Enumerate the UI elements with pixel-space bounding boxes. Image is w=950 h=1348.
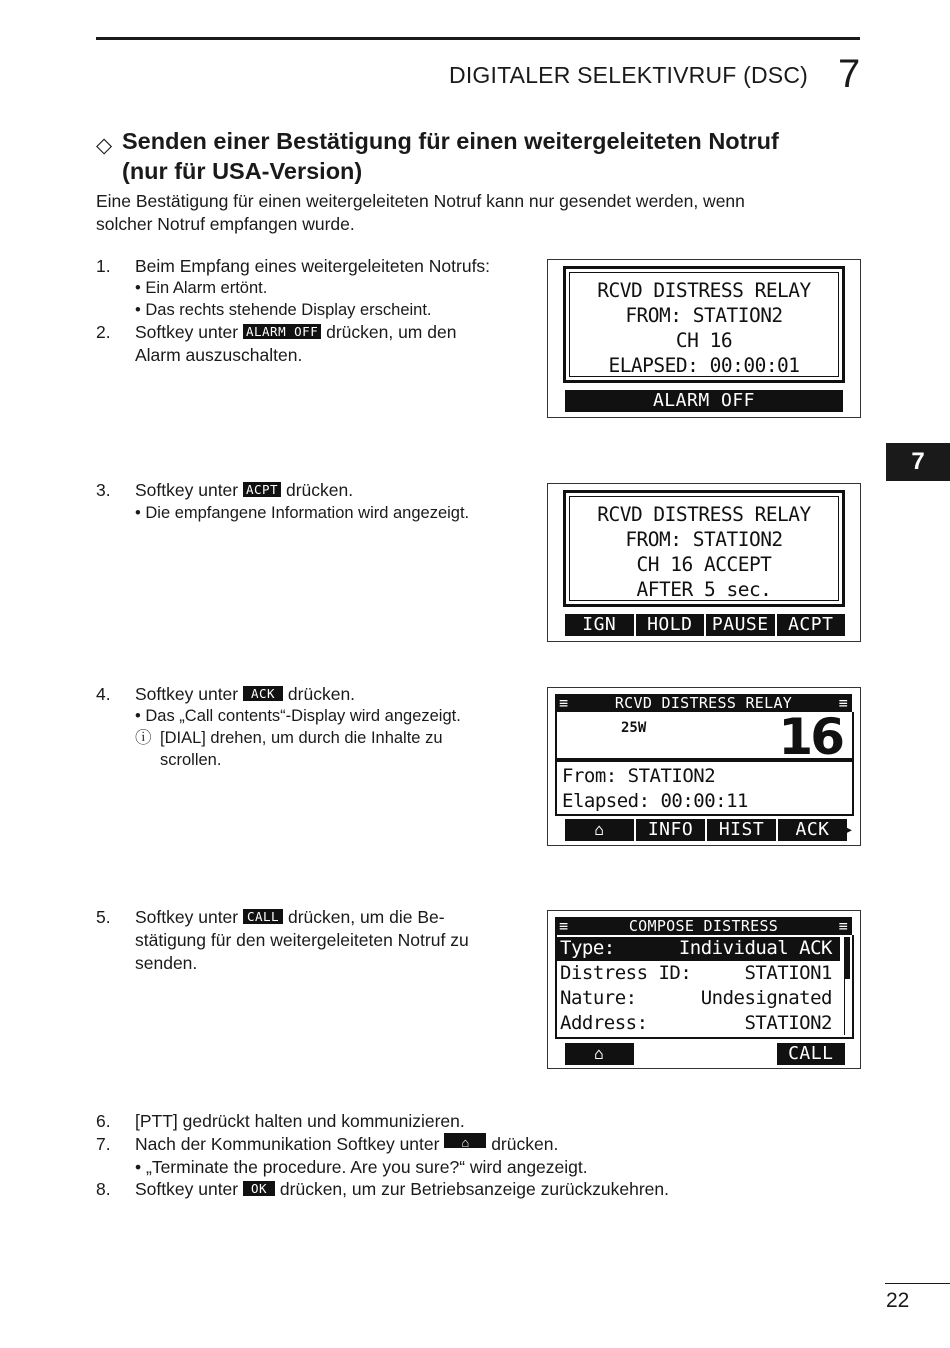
step-text: [PTT] gedrückt halten und kommunizieren. xyxy=(135,1111,465,1131)
row-value: Undesignated xyxy=(700,987,832,1009)
softkey-ack[interactable]: ACK xyxy=(778,819,847,841)
softkey-home-label xyxy=(444,1133,486,1148)
menu-icon: ≡ xyxy=(559,694,569,712)
softkey-home[interactable]: ⌂ xyxy=(565,1043,634,1065)
softkey-pause[interactable]: PAUSE xyxy=(706,614,775,636)
softkey-bar xyxy=(565,1043,845,1065)
step-text-part: drücken, um die Be- xyxy=(283,907,445,927)
lcd-frame xyxy=(563,266,845,383)
step-text xyxy=(135,1133,558,1156)
top-rule xyxy=(96,37,860,40)
lcd-info-box xyxy=(555,760,854,816)
lcd-channel-box xyxy=(555,708,854,766)
lcd-title-bar xyxy=(555,917,852,935)
lcd-line: AFTER 5 sec. xyxy=(636,578,772,601)
step-number: 3. xyxy=(96,480,111,500)
softkey-bar xyxy=(565,390,843,412)
step-text xyxy=(135,321,456,344)
info-icon: ⓘ xyxy=(135,729,152,747)
step-text xyxy=(135,1178,669,1201)
softkey-alarm-off[interactable]: ALARM OFF xyxy=(565,390,843,412)
intro-line1: Eine Bestätigung für einen weitergeleiteten Notruf kann nur gesendet werden, wenn xyxy=(96,191,745,211)
step-text-part: Softkey unter xyxy=(135,907,243,927)
step-subitem: • „Terminate the procedure. Are you sure?“ wird angezeigt. xyxy=(135,1157,588,1177)
row-label: Address: xyxy=(560,1012,648,1034)
softkey-alarm-off-label: ALARM OFF xyxy=(243,324,321,339)
softkey-call-label: CALL xyxy=(243,909,283,924)
row-value: STATION1 xyxy=(744,962,832,984)
lcd-line: FROM: STATION2 xyxy=(625,304,783,327)
softkey-home[interactable]: ⌂ xyxy=(565,819,634,841)
channel-number: 16 xyxy=(778,708,842,766)
lcd-line: RCVD DISTRESS RELAY xyxy=(597,279,811,302)
lcd-title: COMPOSE DISTRESS xyxy=(628,917,779,935)
step-text: Beim Empfang eines weitergeleiteten Notrufs: xyxy=(135,256,491,276)
scrollbar-track[interactable] xyxy=(844,937,850,1035)
step-number: 4. xyxy=(96,684,111,704)
footer-rule xyxy=(885,1283,950,1284)
lcd-line: CH 16 xyxy=(675,329,733,352)
step-number: 1. xyxy=(96,256,111,276)
step-text xyxy=(135,479,353,502)
chapter-number: 7 xyxy=(838,52,861,96)
lcd-line: FROM: STATION2 xyxy=(625,528,783,551)
softkey-bar xyxy=(565,819,847,841)
diamond-icon: ◇ xyxy=(96,134,113,157)
home-icon: ⌂ xyxy=(461,1135,470,1150)
step-text-part: Nach der Kommunikation Softkey unter xyxy=(135,1134,445,1154)
softkey-empty xyxy=(706,1043,775,1065)
row-value: STATION2 xyxy=(744,1012,832,1034)
lcd-line: CH 16 ACCEPT xyxy=(636,553,772,576)
lcd-display-accept xyxy=(547,483,861,642)
step-text xyxy=(135,906,445,929)
step-text-line2: Alarm auszuschalten. xyxy=(135,345,303,365)
step-text-part: Softkey unter xyxy=(135,684,243,704)
step-text-part: Softkey unter xyxy=(135,480,243,500)
chapter-side-tab: 7 xyxy=(886,443,950,481)
step-text-part: drücken. xyxy=(281,480,354,500)
lcd-elapsed: Elapsed: 00:00:11 xyxy=(562,790,748,812)
lcd-list-box xyxy=(555,935,854,1039)
menu-icon: ≡ xyxy=(559,917,569,935)
list-row[interactable] xyxy=(560,1011,840,1036)
lcd-line: RCVD DISTRESS RELAY xyxy=(597,503,811,526)
row-label: Distress ID: xyxy=(560,962,692,984)
lcd-from: From: STATION2 xyxy=(562,765,716,787)
lcd-frame-inner xyxy=(569,496,839,601)
softkey-empty xyxy=(636,1043,705,1065)
softkey-info[interactable]: INFO xyxy=(636,819,705,841)
step-number: 2. xyxy=(96,322,111,342)
softkey-acpt-label: ACPT xyxy=(243,482,281,497)
softkey-acpt[interactable]: ACPT xyxy=(777,614,846,636)
lcd-display-compose-distress xyxy=(547,910,861,1069)
step-text-part: drücken. xyxy=(486,1134,559,1154)
intro-paragraph xyxy=(96,190,836,236)
step-text-part: Softkey unter xyxy=(135,322,243,342)
softkey-ign[interactable]: IGN xyxy=(565,614,634,636)
lcd-line: ELAPSED: 00:00:01 xyxy=(608,354,800,377)
step-subitem: [DIAL] drehen, um durch die Inhalte zu xyxy=(160,729,443,747)
lcd-frame xyxy=(563,490,845,607)
step-number: 7. xyxy=(96,1134,111,1154)
lcd-display-call-contents xyxy=(547,687,861,846)
softkey-call[interactable]: CALL xyxy=(777,1043,846,1065)
step-subitem: • Ein Alarm ertönt. xyxy=(135,279,268,297)
step-text-line3: senden. xyxy=(135,953,198,973)
list-row[interactable] xyxy=(560,961,840,986)
lcd-title: RCVD DISTRESS RELAY xyxy=(614,694,793,712)
step-subitem: • Das rechts stehende Display erscheint. xyxy=(135,301,432,319)
page-number: 22 xyxy=(886,1289,910,1312)
step-subitem: • Das „Call contents“-Display wird angezeigt. xyxy=(135,707,461,725)
step-text xyxy=(135,683,355,706)
intro-line2: solcher Notruf empfangen wurde. xyxy=(96,214,355,234)
section-title-line2: (nur für USA-Version) xyxy=(122,158,363,184)
softkey-bar xyxy=(565,614,845,636)
step-subitem: • Die empfangene Information wird angezeigt. xyxy=(135,504,470,522)
lcd-frame-inner xyxy=(569,272,839,377)
step-number: 6. xyxy=(96,1111,111,1131)
step-text-part: drücken. xyxy=(283,684,356,704)
step-number: 8. xyxy=(96,1179,111,1199)
step-subitem: scrollen. xyxy=(160,751,222,769)
section-title-line1: Senden einer Bestätigung für einen weitergeleiteten Notruf xyxy=(122,128,779,154)
menu-icon: ≡ xyxy=(838,917,848,935)
row-label: Type: xyxy=(560,937,615,959)
chapter-title: DIGITALER SELEKTIVRUF (DSC) xyxy=(449,62,808,88)
list-row[interactable] xyxy=(560,986,840,1011)
step-text-part: drücken, um den xyxy=(321,322,457,342)
scrollbar-thumb[interactable] xyxy=(845,937,850,979)
arrow-right-icon: ▸ xyxy=(845,822,854,838)
list-row-selected[interactable] xyxy=(560,936,840,961)
menu-icon: ≡ xyxy=(838,694,848,712)
lcd-display-alarm xyxy=(547,259,861,418)
row-value: Individual ACK xyxy=(678,937,832,959)
row-label: Nature: xyxy=(560,987,637,1009)
step-text-part: drücken, um zur Betriebsanzeige zurückzukehren. xyxy=(275,1179,669,1199)
softkey-hist[interactable]: HIST xyxy=(707,819,776,841)
softkey-ok-label: OK xyxy=(243,1181,275,1196)
power-level: 25W xyxy=(621,720,647,736)
step-number: 5. xyxy=(96,907,111,927)
step-text-part: Softkey unter xyxy=(135,1179,243,1199)
softkey-hold[interactable]: HOLD xyxy=(636,614,705,636)
step-text-line2: stätigung für den weitergeleiteten Notruf zu xyxy=(135,930,469,950)
softkey-ack-label: ACK xyxy=(243,686,283,701)
